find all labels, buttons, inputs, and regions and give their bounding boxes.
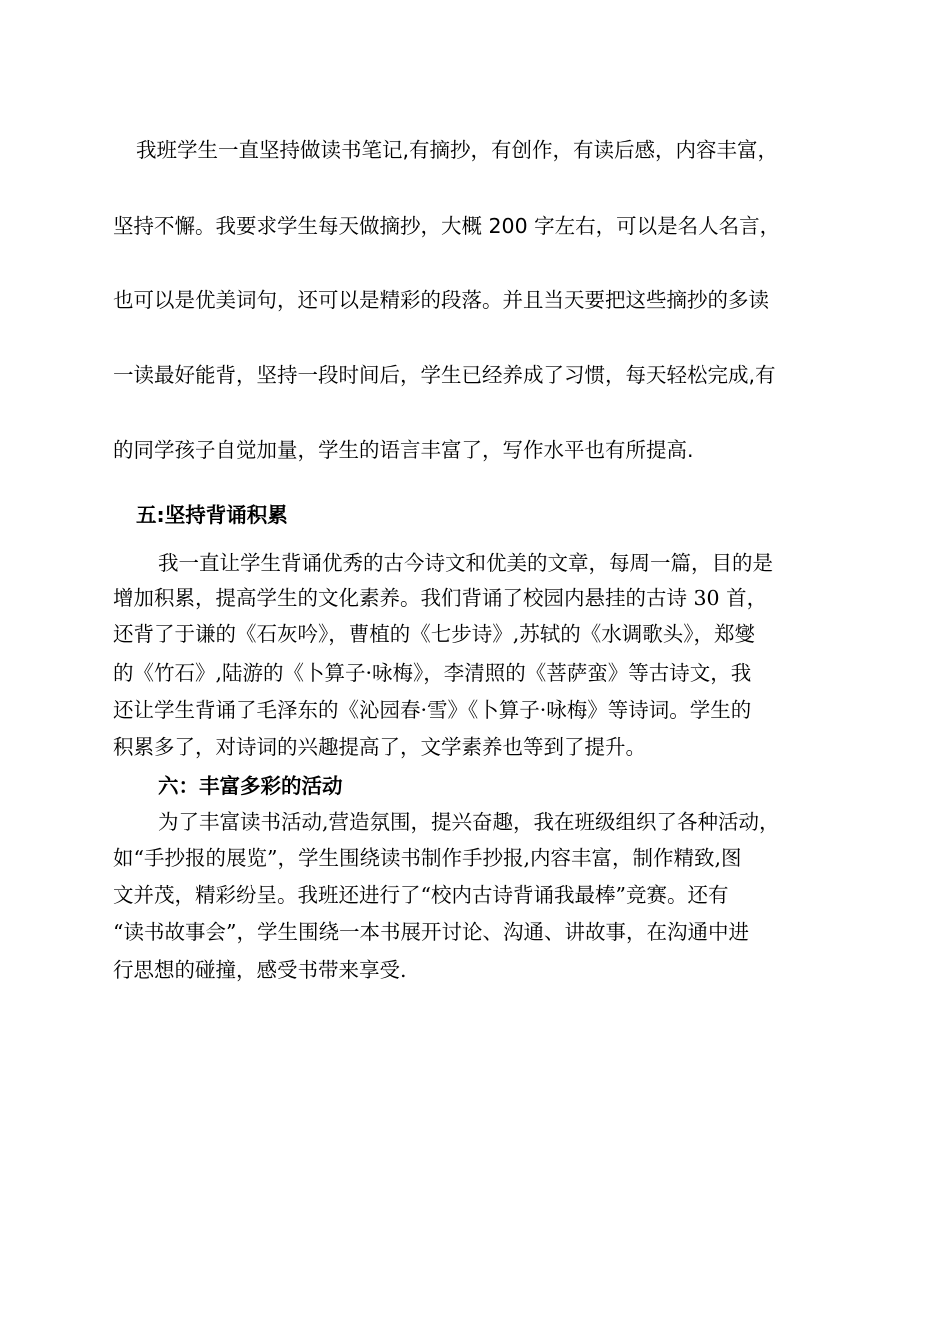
section-six-heading: 六：丰富多彩的活动 [158,774,343,798]
section-five-line-1: 我一直让学生背诵优秀的古今诗文和优美的文章，每周一篇，目的是 [158,551,773,575]
intro-line-4: 一读最好能背，坚持一段时间后，学生已经养成了习惯，每天轻松完成,有 [113,363,776,387]
section-five-line-6: 积累多了，对诗词的兴趣提高了，文学素养也等到了提升。 [113,735,646,759]
intro-line-3: 也可以是优美词句，还可以是精彩的段落。并且当天要把这些摘抄的多读 [113,288,769,312]
section-six-line-1: 为了丰富读书活动,营造氛围，提兴奋趣，我在班级组织了各种活动， [158,810,780,834]
section-five-line-3: 还背了于谦的《石灰吟》，曹植的《七步诗》,苏轼的《水调歌头》，郑燮 [113,622,756,646]
section-five-line-4: 的《竹石》,陆游的《卜算子·咏梅》，李清照的《菩萨蛮》等古诗文，我 [113,661,752,685]
section-five-line-5: 还让学生背诵了毛泽东的《沁园春·雪》《卜算子·咏梅》等诗词。学生的 [113,698,752,722]
intro-line-2: 坚持不懈。我要求学生每天做摘抄，大概 200 字左右，可以是名人名言， [113,214,781,238]
section-six-line-4: “读书故事会”，学生围绕一本书展开讨论、沟通、讲故事，在沟通中进 [113,920,749,944]
section-five-line-2: 增加积累，提高学生的文化素养。我们背诵了校园内悬挂的古诗 30 首， [113,586,768,610]
section-six-line-2: 如“手抄报的展览”，学生围绕读书制作手抄报,内容丰富，制作精致,图 [113,846,742,870]
section-six-line-3: 文并茂，精彩纷呈。我班还进行了“校内古诗背诵我最棒”竞赛。还有 [113,883,729,907]
section-five-heading: 五:坚持背诵积累 [136,503,288,527]
section-six-line-5: 行思想的碰撞，感受书带来享受. [113,958,407,982]
intro-line-1: 我班学生一直坚持做读书笔记,有摘抄，有创作，有读后感，内容丰富， [136,138,779,162]
intro-line-5: 的同学孩子自觉加量，学生的语言丰富了，写作水平也有所提高. [113,438,694,462]
